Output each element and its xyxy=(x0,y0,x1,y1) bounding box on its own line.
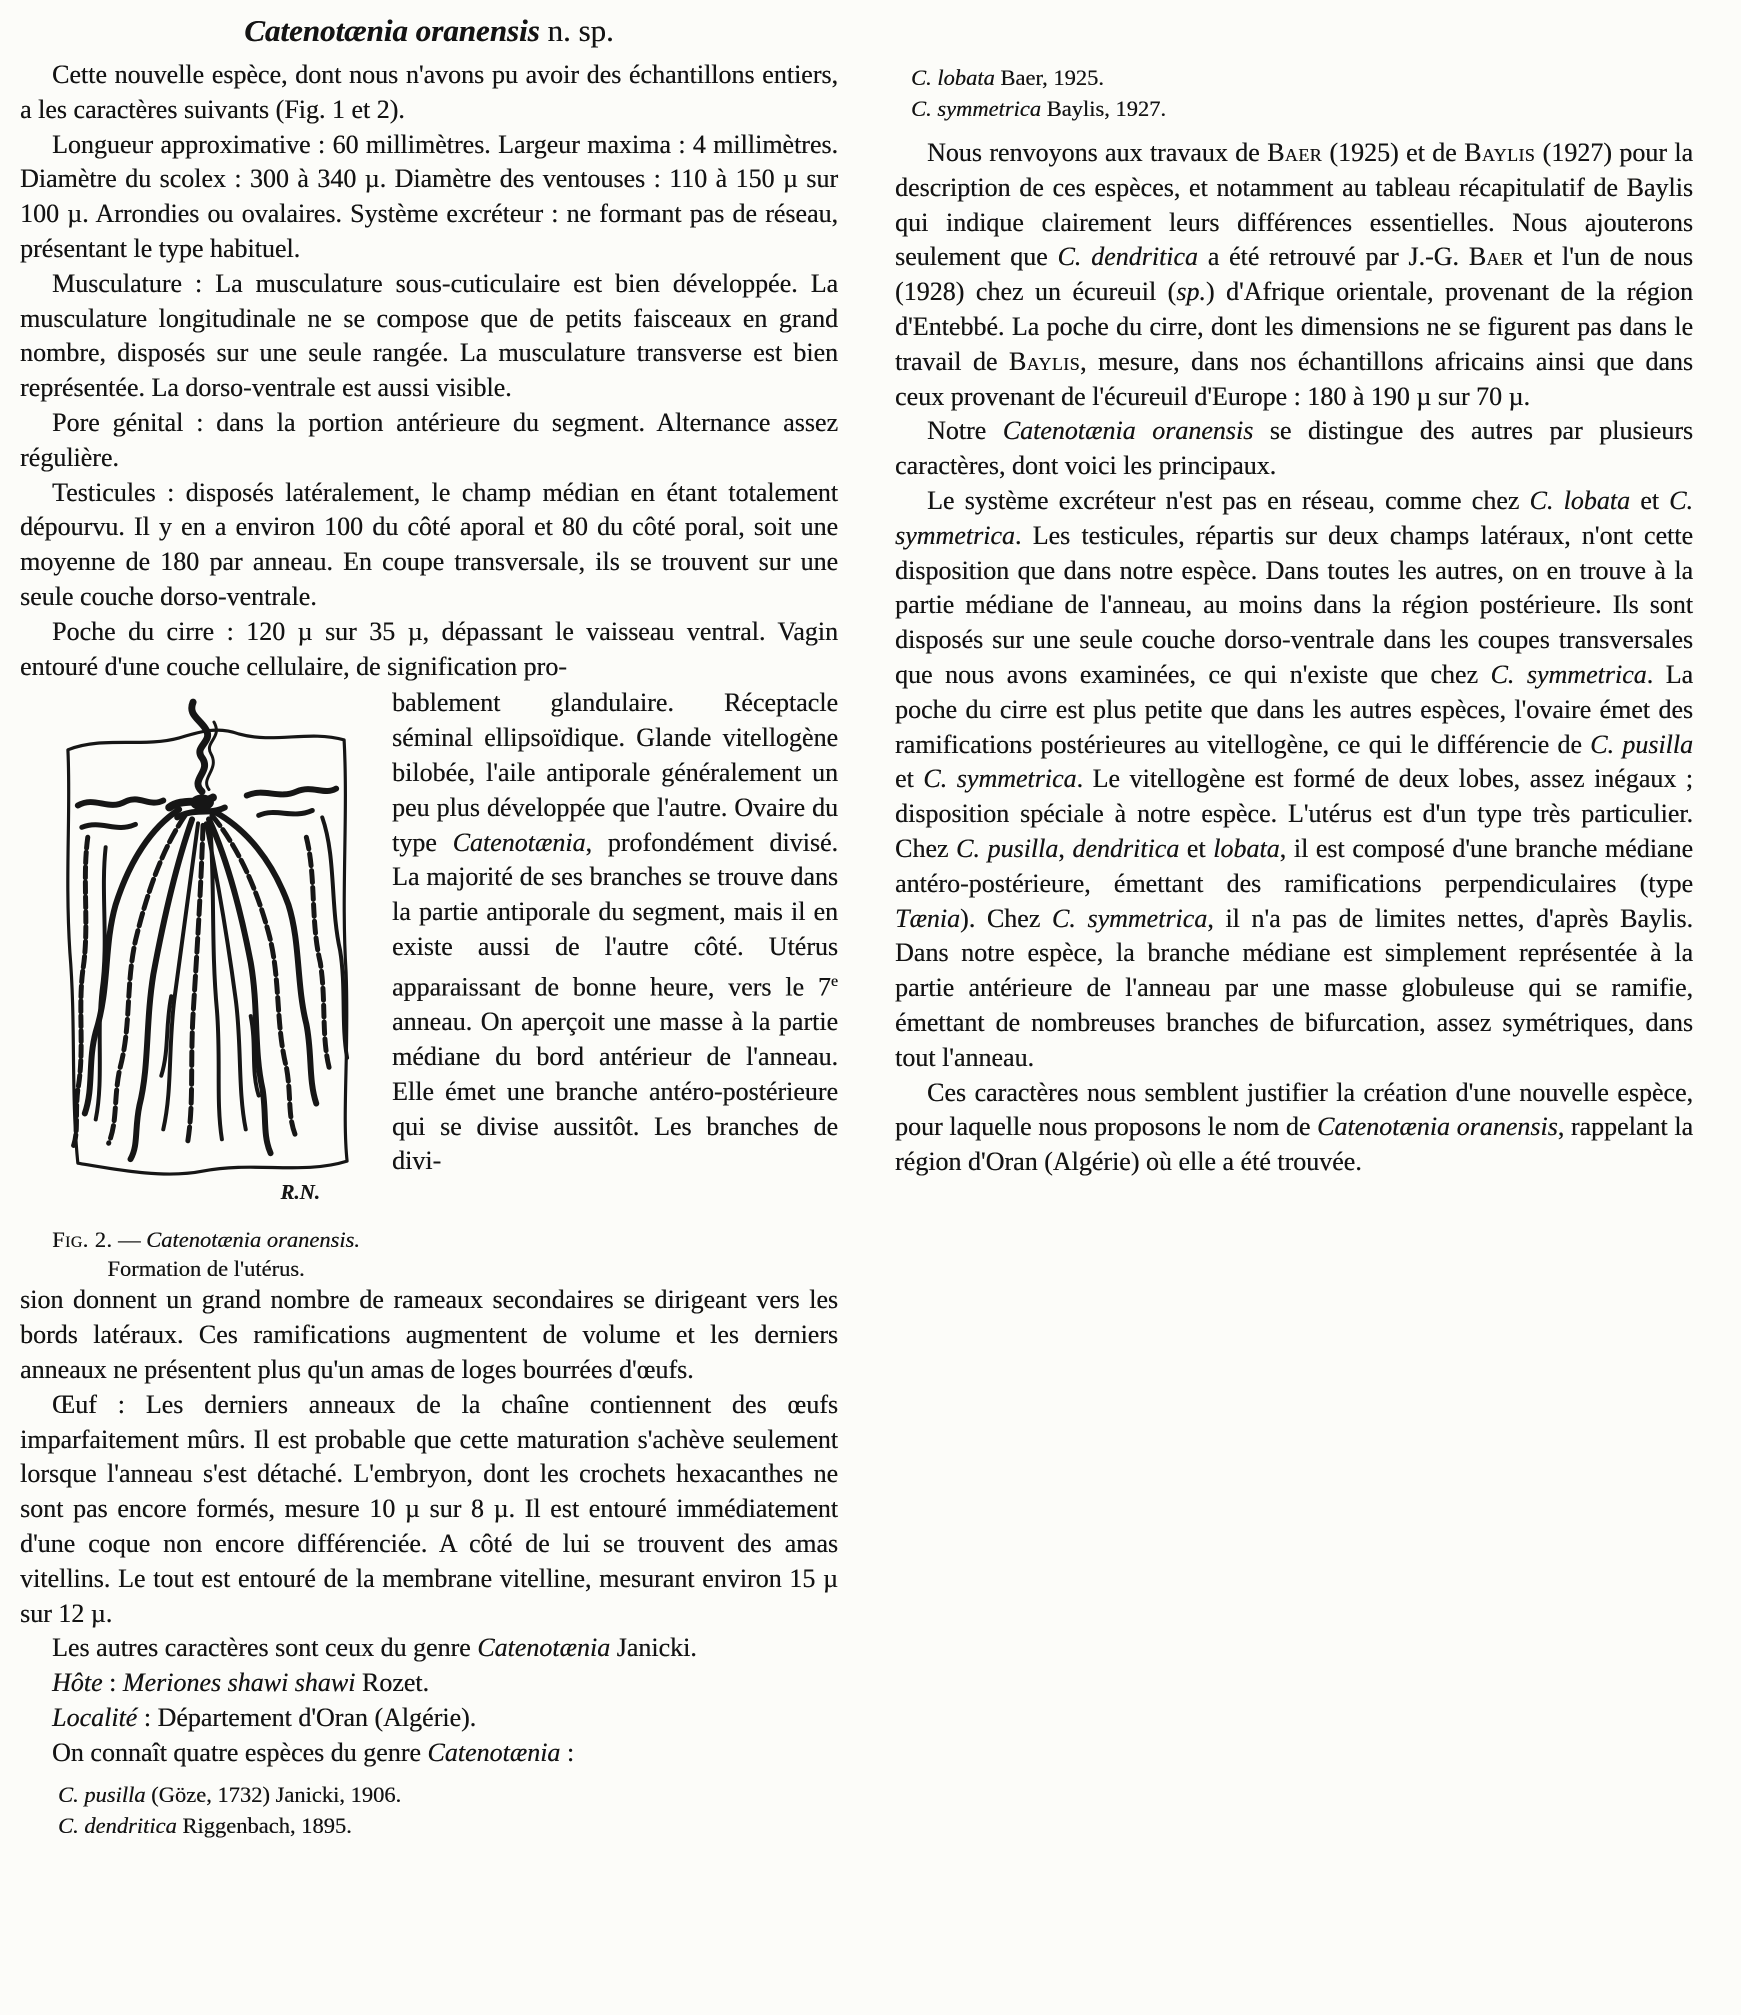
paragraph xyxy=(20,1388,838,1632)
text-run: Longueur approximative : 60 millimètres. Largeur maxima : 4 millimètres. Diamètre du scolex : 300 à 340 µ. Diamètre des ventouses : 110 à 150 µ sur 100 µ. Arrondies ou ovalaires. Système excréteur : ne formant pas de réseau, présentant le type habituel. xyxy=(20,129,838,263)
text-run: Catenotænia oranensis xyxy=(244,13,540,48)
paragraph xyxy=(20,476,838,615)
text-run: ). Chez xyxy=(960,903,1052,933)
text-run: Catenotænia oranensis. xyxy=(146,1227,360,1253)
text-run: Testicules : disposés latéralement, le champ médian en étant totalement dépourvu. Il y en a environ 100 du côté aporal et 80 du côté poral, soit une moyenne de 180 par anneau. En coupe transversale, ils se trouvent sur une seule couche dorso-ventrale. xyxy=(20,477,838,611)
text-run: (Göze, 1732) Janicki, 1906. xyxy=(145,1781,402,1807)
paragraph xyxy=(895,484,1693,1076)
left-column-bottom-text xyxy=(20,1283,838,1770)
paragraph xyxy=(911,62,1693,93)
paragraph xyxy=(20,267,838,406)
text-run: Notre xyxy=(927,416,1003,446)
right-column xyxy=(895,58,1693,1180)
text-run: (1925) et de xyxy=(1322,138,1465,167)
text-run: Nous renvoyons aux travaux de xyxy=(927,138,1268,167)
species-list-right xyxy=(911,62,1693,124)
text-run: Œuf : Les derniers anneaux de la chaîne contiennent des œufs imparfaitement mûrs. Il est probable que cette maturation s'achève seulement lorsque l'anneau s'est détaché. L'embryon, dont les crochets hexacanthes ne sont pas encore formés, mesure 10 µ sur 8 µ. Il est entouré immédiatement d'une coque non encore différenciée. A côté de lui se trouvent des amas vitellins. Le tout est entouré de la membrane vitelline, mesurant environ 15 µ sur 12 µ. xyxy=(20,1389,838,1628)
right-column-text xyxy=(895,136,1693,1180)
figure-row xyxy=(20,686,838,1283)
figure-2-uterus-drawing xyxy=(52,696,360,1213)
figure-caption xyxy=(52,1225,360,1283)
text-run: et l'un de nous (1928) chez un écureuil ( xyxy=(895,242,1693,307)
text-run: Baer xyxy=(1267,138,1323,167)
text-run: : xyxy=(102,1668,123,1698)
text-run: Baer xyxy=(1468,242,1524,272)
text-run: Baer, 1925. xyxy=(994,65,1104,90)
text-run: C. dendritica xyxy=(58,1812,177,1838)
paragraph xyxy=(895,136,1693,414)
text-run: Tænia xyxy=(895,903,961,933)
text-run: , mesure, dans nos échantillons africains ainsi que dans ceux provenant de l'écureuil d'Europe : 180 à 190 µ sur 70 µ. xyxy=(895,346,1694,411)
text-run: C. symmetrica xyxy=(923,764,1077,794)
paragraph xyxy=(58,1810,838,1841)
text-run: Poche du cirre : 120 µ sur 35 µ, dépassant le vaisseau ventral. Vagin entouré d'une couche cellulaire, de signification pro- xyxy=(20,616,838,681)
text-run: C. pusilla xyxy=(956,833,1059,863)
text-run: C. symmetrica xyxy=(895,485,1694,550)
paragraph xyxy=(392,686,838,1179)
text-run: anneau. On aperçoit une masse à la partie médiane du bord antérieur de l'anneau. Elle émet une branche antéro-postérieure qui se divise aussitôt. Les branches de divi- xyxy=(392,1007,838,1176)
text-run: Catenotænia xyxy=(427,1737,561,1767)
text-run: , profondément divisé. La majorité de ses branches se trouve dans la partie antiporale du segment, mais il en existe aussi de l'autre côté. Utérus apparaissant de bonne heure, vers le 7 xyxy=(392,827,839,1002)
species-list-left xyxy=(58,1779,838,1841)
paragraph xyxy=(20,406,838,476)
text-run: Rozet. xyxy=(355,1668,430,1698)
paragraph xyxy=(20,1736,838,1771)
text-run: se distingue des autres par plusieurs caractères, dont voici les principaux. xyxy=(895,416,1694,481)
paragraph xyxy=(58,1779,838,1810)
text-run: . Le vitellogène est formé de deux lobes, assez inégaux ; disposition spéciale à notre espèce. L'utérus est d'un type très particulier. Chez xyxy=(895,764,1694,863)
text-run: bablement glandulaire. Réceptacle séminal ellipsoïdique. Glande vitellogène bilobée, l'aile antiporale généralement un peu plus développée que l'autre. Ovaire du type xyxy=(392,688,838,857)
paragraph xyxy=(895,414,1693,484)
text-run: . Les testicules, répartis sur deux champs latéraux, n'ont cette disposition que dans notre espèce. Dans toutes les autres, on en trouve à la partie médiane de l'anneau, au moins dans la région postérieure. Ils sont disposés sur une seule couche dorso-ventrale dans les coupes transversales que nous avons examinées, ce qui n'existe que chez xyxy=(895,520,1693,689)
text-run: Hôte xyxy=(52,1668,103,1698)
article-title xyxy=(20,12,838,50)
text-run: e xyxy=(830,972,838,990)
text-run: Localité xyxy=(52,1702,138,1732)
text-run: Le système excréteur n'est pas en réseau, comme chez xyxy=(927,485,1530,515)
left-column-top-text xyxy=(20,58,838,684)
text-run: et xyxy=(1630,485,1670,515)
text-run: On connaît quatre espèces du genre xyxy=(52,1737,428,1767)
text-run: Baylis xyxy=(1008,346,1080,376)
text-run: C. symmetrica xyxy=(1051,903,1208,933)
figure-block xyxy=(20,686,392,1283)
text-beside-figure-wrap xyxy=(392,686,838,1179)
text-run: , rappelant la région d'Oran (Algérie) où elle a été trouvée. xyxy=(895,1112,1693,1177)
paragraph xyxy=(20,615,838,685)
text-run: Musculature : La musculature sous-cuticulaire est bien développée. La musculature longitudinale ne se compose que de petits faisceaux en grand nombre, disposés sur une seule rangée. La musculature transverse est bien représentée. La dorso-ventrale est aussi visible. xyxy=(20,268,838,403)
text-run: Janicki. xyxy=(610,1633,697,1663)
text-run: n. sp. xyxy=(539,13,614,48)
text-run: . La poche du cirre est plus petite que dans les autres espèces, l'ovaire émet des ramifications postérieures au vitellogène, ce qui le différencie de xyxy=(895,659,1693,759)
text-run: C. pusilla xyxy=(1590,729,1693,759)
text-run: Les autres caractères sont ceux du genre xyxy=(52,1633,478,1663)
text-run: (1927) pour la description de ces espèces, et notamment au tableau récapitulatif de Baylis qui indique clairement leurs différences essentielles. Nous ajouterons seulement que xyxy=(895,138,1693,272)
text-run: Catenotænia xyxy=(452,827,586,857)
text-run: Riggenbach, 1895. xyxy=(176,1812,352,1838)
text-run: Baylis xyxy=(1464,138,1536,167)
text-run: C. symmetrica xyxy=(911,96,1041,121)
text-run: ) d'Afrique orientale, provenant de la région d'Entebbé. La poche du cirre, dont les dimensions ne se figurent pas dans le travail de xyxy=(895,277,1693,376)
text-run: Catenotænia oranensis xyxy=(1317,1112,1558,1142)
text-run: Meriones shawi shawi xyxy=(122,1668,356,1698)
paragraph xyxy=(20,1631,838,1666)
text-run: , il est composé d'une branche médiane antéro-postérieure, émettant des ramifications perpendiculaires (type xyxy=(895,833,1694,898)
paragraph xyxy=(895,1076,1693,1180)
illustrator-initials: R.N. xyxy=(280,1180,320,1205)
paragraph xyxy=(20,1701,838,1736)
text-run: C. lobata xyxy=(1529,485,1630,515)
text-run: , xyxy=(1058,833,1073,863)
text-run: sion donnent un grand nombre de rameaux secondaires se dirigeant vers les bords latéraux. Ces ramifications augmentent de volume et les derniers anneaux ne présentent plus qu'un amas de loges bourrées d'œufs. xyxy=(20,1285,838,1384)
figure-caption-line1 xyxy=(52,1225,360,1254)
text-run: — xyxy=(112,1227,147,1253)
text-run: dendritica xyxy=(1072,833,1180,863)
text-run: Fig. 2. xyxy=(52,1227,113,1253)
text-run: a été retrouvé par J.-G. xyxy=(1197,242,1469,272)
figure-caption-line2: Formation de l'utérus. xyxy=(107,1256,305,1282)
text-run: : xyxy=(560,1737,575,1767)
text-run: Pore génital : dans la portion antérieure du segment. Alternance assez régulière. xyxy=(20,407,838,472)
text-run: Cette nouvelle espèce, dont nous n'avons pu avoir des échantillons entiers, a les caractères suivants (Fig. 1 et 2). xyxy=(20,60,838,124)
text-run: et xyxy=(895,764,924,794)
paragraph xyxy=(911,93,1693,124)
text-run: C. lobata xyxy=(911,65,995,90)
text-run: Catenotænia oranensis xyxy=(1002,416,1254,446)
paragraph xyxy=(20,58,838,128)
text-run: Ces caractères nous semblent justifier la création d'une nouvelle espèce, pour laquelle nous proposons le nom de xyxy=(895,1077,1693,1142)
text-run: Catenotænia xyxy=(477,1633,611,1663)
text-run: C. symmetrica xyxy=(1490,659,1647,689)
text-run: , il n'a pas de limites nettes, d'après Baylis. Dans notre espèce, la branche médiane est simplement représentée à la partie antérieure de l'anneau par une masse globuleuse qui se ramifie, émettant de nombreuses branches de bifurcation, assez symétriques, dans tout l'anneau. xyxy=(895,903,1693,1072)
left-column xyxy=(20,58,838,1847)
text-run: C. dendritica xyxy=(1057,242,1198,272)
paragraph xyxy=(20,128,838,267)
paragraph xyxy=(20,1283,838,1387)
text-run: C. pusilla xyxy=(58,1781,146,1807)
text-run: et xyxy=(1179,833,1214,863)
text-run: : Département d'Oran (Algérie). xyxy=(137,1702,477,1732)
text-run: sp. xyxy=(1176,277,1206,307)
text-run: Baylis, 1927. xyxy=(1040,96,1166,121)
text-run: lobata xyxy=(1213,833,1280,863)
paragraph xyxy=(20,1666,838,1701)
